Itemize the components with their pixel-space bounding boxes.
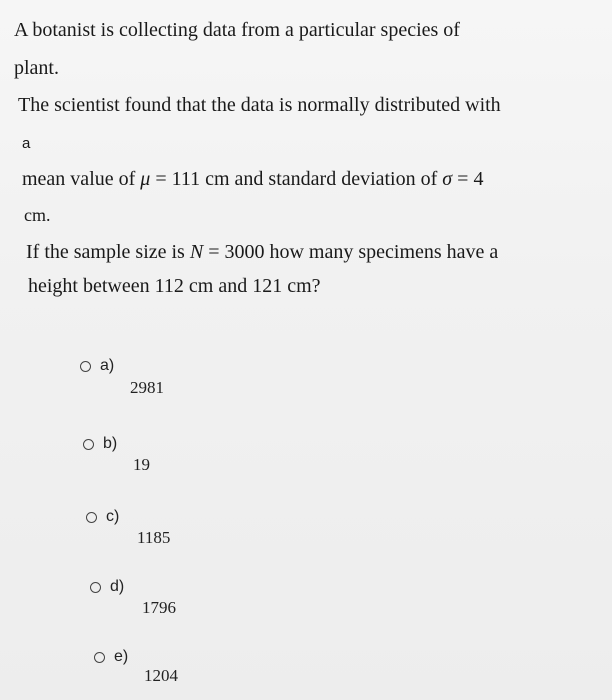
option-b-label: b) (103, 435, 118, 452)
mu-value: 111 (171, 168, 201, 190)
mean-label: mean value of (22, 168, 141, 190)
n-equals: = (203, 241, 225, 263)
sigma-symbol: σ (442, 168, 453, 190)
sample-size-label: If the sample size is (26, 241, 190, 263)
option-a-label: a) (100, 357, 115, 374)
question-line-1: A botanist is collecting data from a particular species of (14, 19, 460, 41)
radio-a[interactable] (80, 361, 91, 372)
question-line-3: The scientist found that the data is normally distributed with (18, 94, 501, 116)
radio-d[interactable] (90, 582, 101, 593)
option-c[interactable] (86, 508, 119, 526)
option-e[interactable] (94, 648, 128, 666)
question-line-6: cm. (24, 205, 51, 225)
option-a[interactable] (80, 357, 114, 375)
option-d-value: 1796 (142, 598, 176, 617)
question-line-4: a (22, 135, 31, 152)
radio-c[interactable] (86, 512, 97, 523)
n-symbol: N (189, 241, 204, 263)
question-line-8: height between 112 cm and 121 cm? (28, 275, 321, 297)
option-e-label: e) (114, 648, 129, 665)
option-b[interactable] (83, 435, 117, 453)
option-e-value: 1204 (144, 666, 178, 685)
mu-equals: = (150, 168, 172, 190)
n-value: 3000 (224, 241, 265, 263)
option-c-label: c) (106, 508, 120, 525)
option-a-value: 2981 (130, 378, 164, 397)
mu-symbol: μ (140, 168, 151, 190)
question-line-2: plant. (14, 57, 59, 79)
question-line-7 (26, 240, 498, 264)
option-d-label: d) (110, 578, 125, 595)
option-b-value: 19 (133, 455, 150, 474)
sigma-value: 4 (473, 168, 484, 190)
option-d[interactable] (90, 578, 124, 596)
sigma-equals: = (452, 168, 474, 190)
question-line-5 (22, 167, 483, 191)
radio-b[interactable] (83, 439, 94, 450)
option-c-value: 1185 (137, 528, 171, 547)
std-label: cm and standard deviation of (200, 168, 443, 190)
radio-e[interactable] (94, 652, 105, 663)
question-ask: how many specimens have a (264, 241, 499, 263)
